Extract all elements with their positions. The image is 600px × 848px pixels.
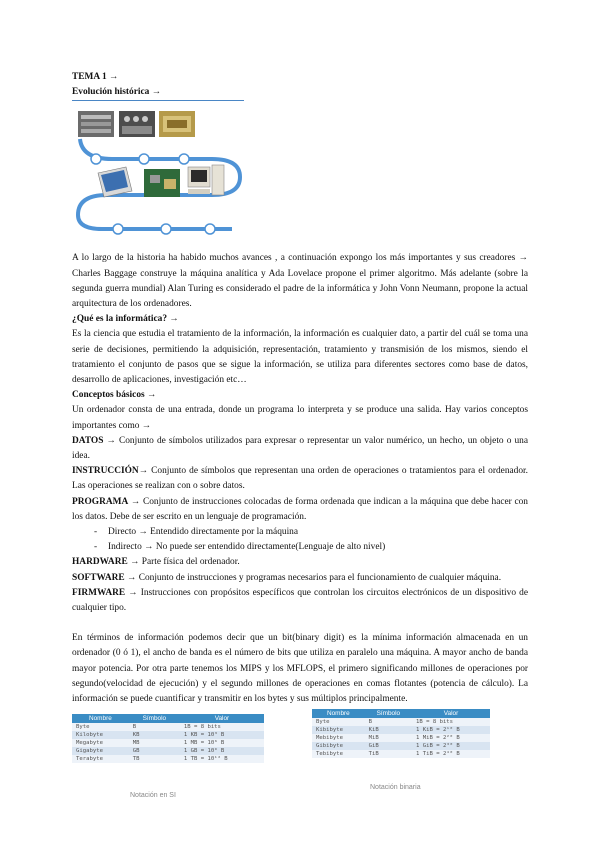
- table-cell: MB: [129, 739, 180, 747]
- def-datos: [72, 434, 528, 464]
- def-term: SOFTWARE: [72, 572, 125, 583]
- table-row: [72, 723, 264, 731]
- def-instruccion: [72, 464, 528, 494]
- table-cell: B: [129, 723, 180, 731]
- def-programa: [72, 495, 528, 525]
- def-text: → Conjunto de instrucciones y programas necesarios para el funcionamiento de cualquier máquina.: [124, 572, 502, 583]
- def-term: PROGRAMA: [72, 496, 129, 507]
- table-row: [312, 726, 490, 734]
- table-row: [312, 718, 490, 726]
- column-header: Nombre: [312, 709, 365, 718]
- table-cell: B: [365, 718, 412, 726]
- table-cell: Mebibyte: [312, 734, 365, 742]
- table-cell: 1B = 8 bits: [412, 718, 490, 726]
- document-body: [72, 70, 528, 707]
- circuit-board-photo: [144, 169, 180, 197]
- table-cell: Tebibyte: [312, 750, 365, 758]
- conceptos-paragraph: Un ordenador consta de una entrada, donde un programa lo interpreta y se produce una salida. Hay varios conceptos importantes como →: [72, 405, 528, 431]
- si-table-caption: Notación en SI: [130, 792, 176, 799]
- intro-paragraph: A lo largo de la historia ha habido muchos avances , a continuación expongo los más importantes y sus creadores → Charles Baggage construye la máquina analítica y Ada Lovelace propone el primer algoritmo. Más adelante (sobre la segunda guerra mundial) Alan Turing es considerado el padre de la informática y John Vonn Neumann, propone la actual arquitectura de los ordenadores.: [72, 253, 528, 310]
- table-cell: GB: [129, 747, 180, 755]
- heading-conceptos-basicos: Conceptos básicos →: [72, 390, 157, 401]
- table-cell: 1 TB = 10¹² B: [180, 755, 264, 763]
- table-cell: 1B = 8 bits: [180, 723, 264, 731]
- table-row: [312, 742, 490, 750]
- table-cell: Gibibyte: [312, 742, 365, 750]
- list-item: - Indirecto → No puede ser entendido directamente(Lenguaje de alto nivel): [94, 540, 528, 555]
- old-machine-photo-2: [119, 111, 155, 137]
- def-firmware: [72, 586, 528, 616]
- column-header: Valor: [180, 714, 264, 723]
- def-text: → Parte física del ordenador.: [127, 557, 240, 568]
- column-header: Nombre: [72, 714, 129, 723]
- table-row: [72, 739, 264, 747]
- table-cell: 1 GiB = 2³⁰ B: [412, 742, 490, 750]
- def-term: DATOS: [72, 435, 104, 446]
- column-header: Símbolo: [129, 714, 180, 723]
- table-cell: 1 GB = 10⁹ B: [180, 747, 264, 755]
- table-cell: 1 KiB = 2¹⁰ B: [412, 726, 490, 734]
- table-cell: Kibibyte: [312, 726, 365, 734]
- desktop-pc-photo: [188, 165, 224, 195]
- table-cell: TiB: [365, 750, 412, 758]
- si-units-table: [72, 714, 264, 763]
- history-figure: [72, 107, 247, 235]
- def-software: [72, 571, 528, 586]
- def-text: → Instrucciones con propósitos específicos que controlan los circuitos electrónicos de un dispositivo de cualquier tipo.: [72, 587, 528, 614]
- table-row: [312, 734, 490, 742]
- section-title: Evolución histórica →: [72, 87, 162, 98]
- table-cell: 1 MiB = 2²⁰ B: [412, 734, 490, 742]
- old-machine-photo-3: [159, 111, 195, 137]
- binary-units-table: [312, 709, 490, 758]
- column-header: Valor: [412, 709, 490, 718]
- binary-table-caption: Notación binaria: [370, 784, 421, 791]
- heading-que-es-informatica: ¿Qué es la informática? →: [72, 314, 179, 325]
- history-timeline-image: [72, 107, 247, 235]
- column-header: Símbolo: [365, 709, 412, 718]
- informatica-paragraph: Es la ciencia que estudia el tratamiento de la información, la información es cualquier dato, a partir del cuál se toma una serie de decisiones, permitiendo la adquisición, representación, tratamiento y transmisión de los mismos, siendo el tratamiento el conjunto de pasos que se sigue la información, se utiliza para diferentes sectores como base de datos, desarrollo de aplicaciones, investigación etc…: [72, 329, 528, 386]
- table-cell: KiB: [365, 726, 412, 734]
- def-text: → Conjunto de instrucciones colocadas de forma ordenada que indican a la máquina que debe hacer con los datos. Debe de ser escrito en un lenguaje de programación.: [72, 496, 528, 522]
- list-item: - Directo → Entendido directamente por la máquina: [94, 525, 528, 540]
- table-row: [72, 747, 264, 755]
- table-row: [72, 755, 264, 763]
- table-cell: Gigabyte: [72, 747, 129, 755]
- title-underline: [72, 100, 244, 101]
- programa-types-list: [72, 525, 528, 555]
- table-cell: 1 KB = 10³ B: [180, 731, 264, 739]
- table-cell: Byte: [312, 718, 365, 726]
- def-term: INSTRUCCIÓN: [72, 466, 139, 477]
- table-cell: Megabyte: [72, 739, 129, 747]
- page-title: TEMA 1 →: [72, 72, 119, 82]
- table-row: [312, 750, 490, 758]
- table-cell: 1 MB = 10⁶ B: [180, 739, 264, 747]
- def-term: FIRMWARE: [72, 587, 126, 598]
- table-row: [72, 731, 264, 739]
- def-text: → Conjunto de símbolos utilizados para expresar o representar un valor numérico, un hecho, un objeto o una idea.: [72, 435, 528, 462]
- table-cell: Kilobyte: [72, 731, 129, 739]
- def-term: HARDWARE: [72, 557, 128, 568]
- info-paragraph: En términos de información podemos decir que un bit(binary digit) es la mínima información almacenada en un ordenador (0 ó 1), el ancho de banda es el número de bits que utiliza en paralelo una máquina. A mayor ancho de banda mayor potencia. Por otra parte tenemos los MIPS y los MFLOPS, el primero significando millones de operaciones por segundo(velocidad de ejecución) y el segundo millones de operaciones en comas flotantes (potencia de cálculo). La información se puede cuantificar y transmitir en los bytes y sus múltiplos principalmente.: [72, 633, 528, 705]
- table-header-row: [312, 709, 490, 718]
- table-cell: KB: [129, 731, 180, 739]
- table-cell: MiB: [365, 734, 412, 742]
- table-cell: Byte: [72, 723, 129, 731]
- def-hardware: [72, 555, 528, 570]
- table-cell: GiB: [365, 742, 412, 750]
- table-cell: Terabyte: [72, 755, 129, 763]
- table-header-row: [72, 714, 264, 723]
- table-cell: 1 TiB = 2⁴⁰ B: [412, 750, 490, 758]
- old-machine-photo-1: [78, 111, 114, 137]
- table-cell: TB: [129, 755, 180, 763]
- def-text: → Conjunto de símbolos que representan una orden de operaciones o tratamientos para el ordenador. Las operaciones se realizan con o sobre datos.: [72, 466, 528, 492]
